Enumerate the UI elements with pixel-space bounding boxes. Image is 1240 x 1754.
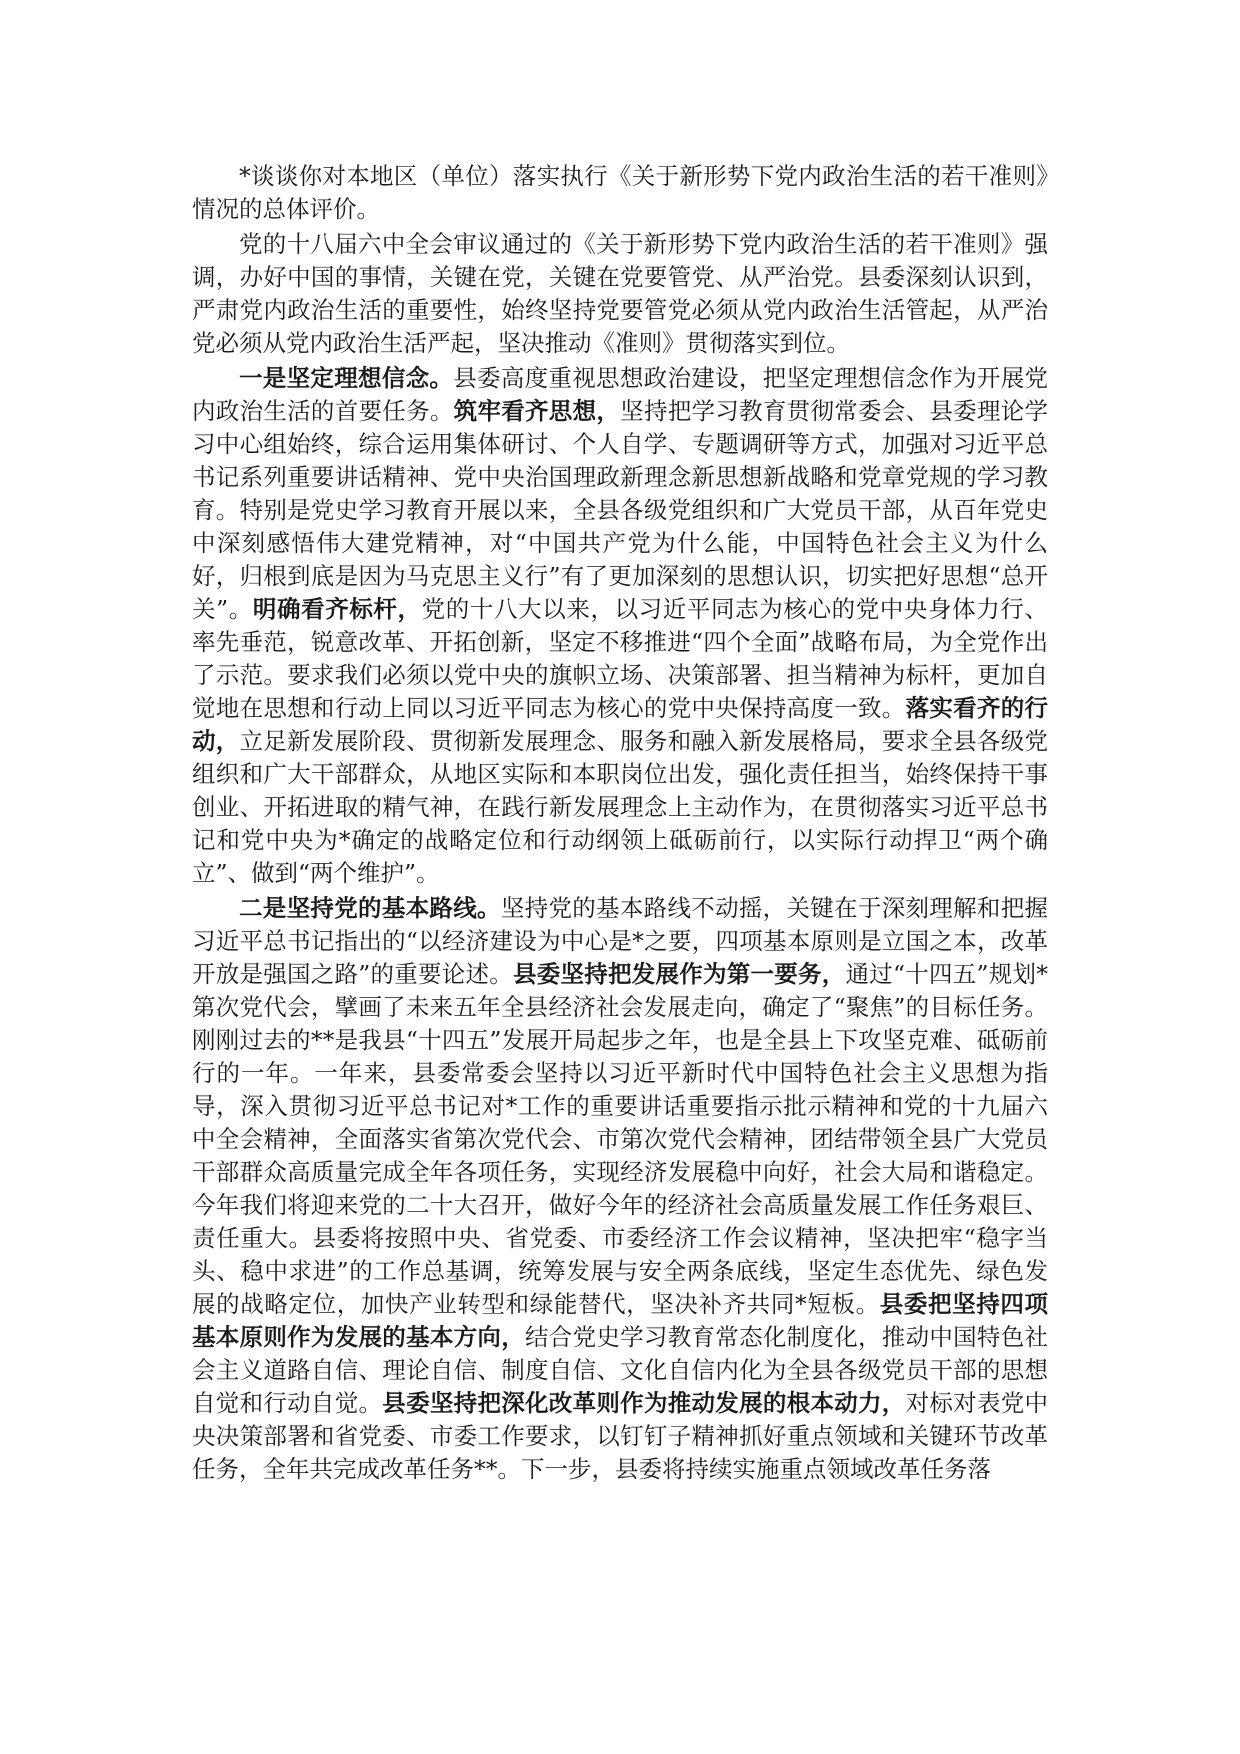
section-two-text-2: 通过“十四五”规划*第次党代会，擘画了未来五年全县经济社会发展走向，确定了“聚焦”的目标任务。刚刚过去的**是我县“十四五”发展开局起步之年，也是全县上下攻坚克难、砥砺前行的一年。一年来，县委常委会坚持以习近平新时代中国特色社会主义思想为指导，深入贯彻习近平总书记对*工作的重要讲话重要指示批示精神和党的十九届六中全会精神，全面落实省第次党代会、市第次党代会精神，团结带领全县广大党员干部群众高质量完成全年各项任务，实现经济发展稳中向好，社会大局和谐稳定。今年我们将迎来党的二十大召开，做好今年的经济社会高质量发展工作任务艰巨、责任重大。县委将按照中央、省党委、市委经济工作会议精神，坚决把牢“稳字当头、稳中求进”的工作总基调，统筹发展与安全两条底线，坚定生态优先、绿色发展的战略定位，加快产业转型和绿能替代，坚决补齐共同*短板。	[192, 960, 1049, 1318]
section-two-text: 坚持党的基本路线不动摇，关键在于深刻理解和把握习近平总书记指出的“以经济建设为中心是*之要，四项基本原则是立国之本，改革开放是强国之路”的重要论述。	[192, 894, 1049, 988]
section-one-text-4: 立足新发展阶段、贯彻新发展理念、服务和融入新发展格局，要求全县各级党组织和广大干部群众，从地区实际和本职岗位出发，强化责任担当，始终保持干事创业、开拓进取的精气神，在践行新发展理念上主动作为，在贯彻落实习近平总书记和党中央为*确定的战略定位和行动纲领上砥砺前行，以实际行动捍卫“两个确立”、做到“两个维护”。	[192, 727, 1049, 887]
section-two-text-4: 对标对表党中央决策部署和省党委、市委工作要求，以钉钉子精神抓好重点领域和关键环节改革任务，全年共完成改革任务**。下一步，县委将持续实施重点领域改革任务落	[192, 1389, 1049, 1483]
section-two-subheading-2: 县委把坚持四项基本原则作为发展的基本方向，	[192, 1290, 1049, 1351]
section-two-subheading-1: 县委坚持把发展作为第一要务，	[513, 960, 846, 988]
intro-text: 党的十八届六中全会审议通过的《关于新形势下党内政治生活的若干准则》强调，办好中国的事情，关键在党，关键在党要管党、从严治党。县委深刻认识到，严肃党内政治生活的重要性，始终坚持党要管党必须从党内政治生活管起，从严治党必须从党内政治生活严起，坚决推动《准则》贯彻落实到位。	[192, 230, 1048, 357]
section-one-subheading-2: 明确看齐标杆，	[252, 595, 422, 623]
section-two-text-3: 结合党史学习教育常态化制度化，推动中国特色社会主义道路自信、理论自信、制度自信、文化自信内化为全县各级党员干部的思想自觉和行动自觉。	[192, 1323, 1048, 1417]
question-paragraph	[192, 160, 1048, 226]
section-one-paragraph	[192, 362, 1048, 890]
section-one-subheading-1: 筑牢看齐思想，	[453, 397, 621, 425]
section-one-text: 县委高度重视思想政治建设，把坚定理想信念作为开展党内政治生活的首要任务。	[192, 364, 1049, 425]
section-one-text-2: 坚持把学习教育贯彻常委会、县委理论学习中心组始终，综合运用集体研讨、个人自学、专题调研等方式，加强对习近平总书记系列重要讲话精神、党中央治国理政新理念新思想新战略和党章党规的学习教育。特别是党史学习教育开展以来，全县各级党组织和广大党员干部，从百年党史中深刻感悟伟大建党精神，对“中国共产党为什么能，中国特色社会主义为什么好，归根到底是因为马克思主义行”有了更加深刻的思想认识，切实把好思想“总开关”。	[192, 397, 1049, 623]
document-body	[192, 160, 1048, 1488]
section-two-heading: 二是坚持党的基本路线。	[239, 894, 501, 922]
section-one-heading: 一是坚定理想信念。	[239, 364, 454, 392]
section-two-paragraph	[192, 892, 1048, 1486]
intro-paragraph	[192, 228, 1048, 360]
section-two-subheading-3: 县委坚持把深化改革则作为推动发展的根本动力，	[382, 1389, 906, 1417]
section-one-subheading-3: 落实看齐的行动，	[192, 694, 1049, 755]
question-text: *谈谈你对本地区（单位）落实执行《关于新形势下党内政治生活的若干准则》情况的总体评价。	[192, 162, 1048, 223]
section-one-text-3: 党的十八大以来，以习近平同志为核心的党中央身体力行、率先垂范，锐意改革、开拓创新，坚定不移推进“四个全面”战略布局，为全党作出了示范。要求我们必须以党中央的旗帜立场、决策部署、担当精神为标杆，更加自觉地在思想和行动上同以习近平同志为核心的党中央保持高度一致。	[192, 595, 1049, 722]
